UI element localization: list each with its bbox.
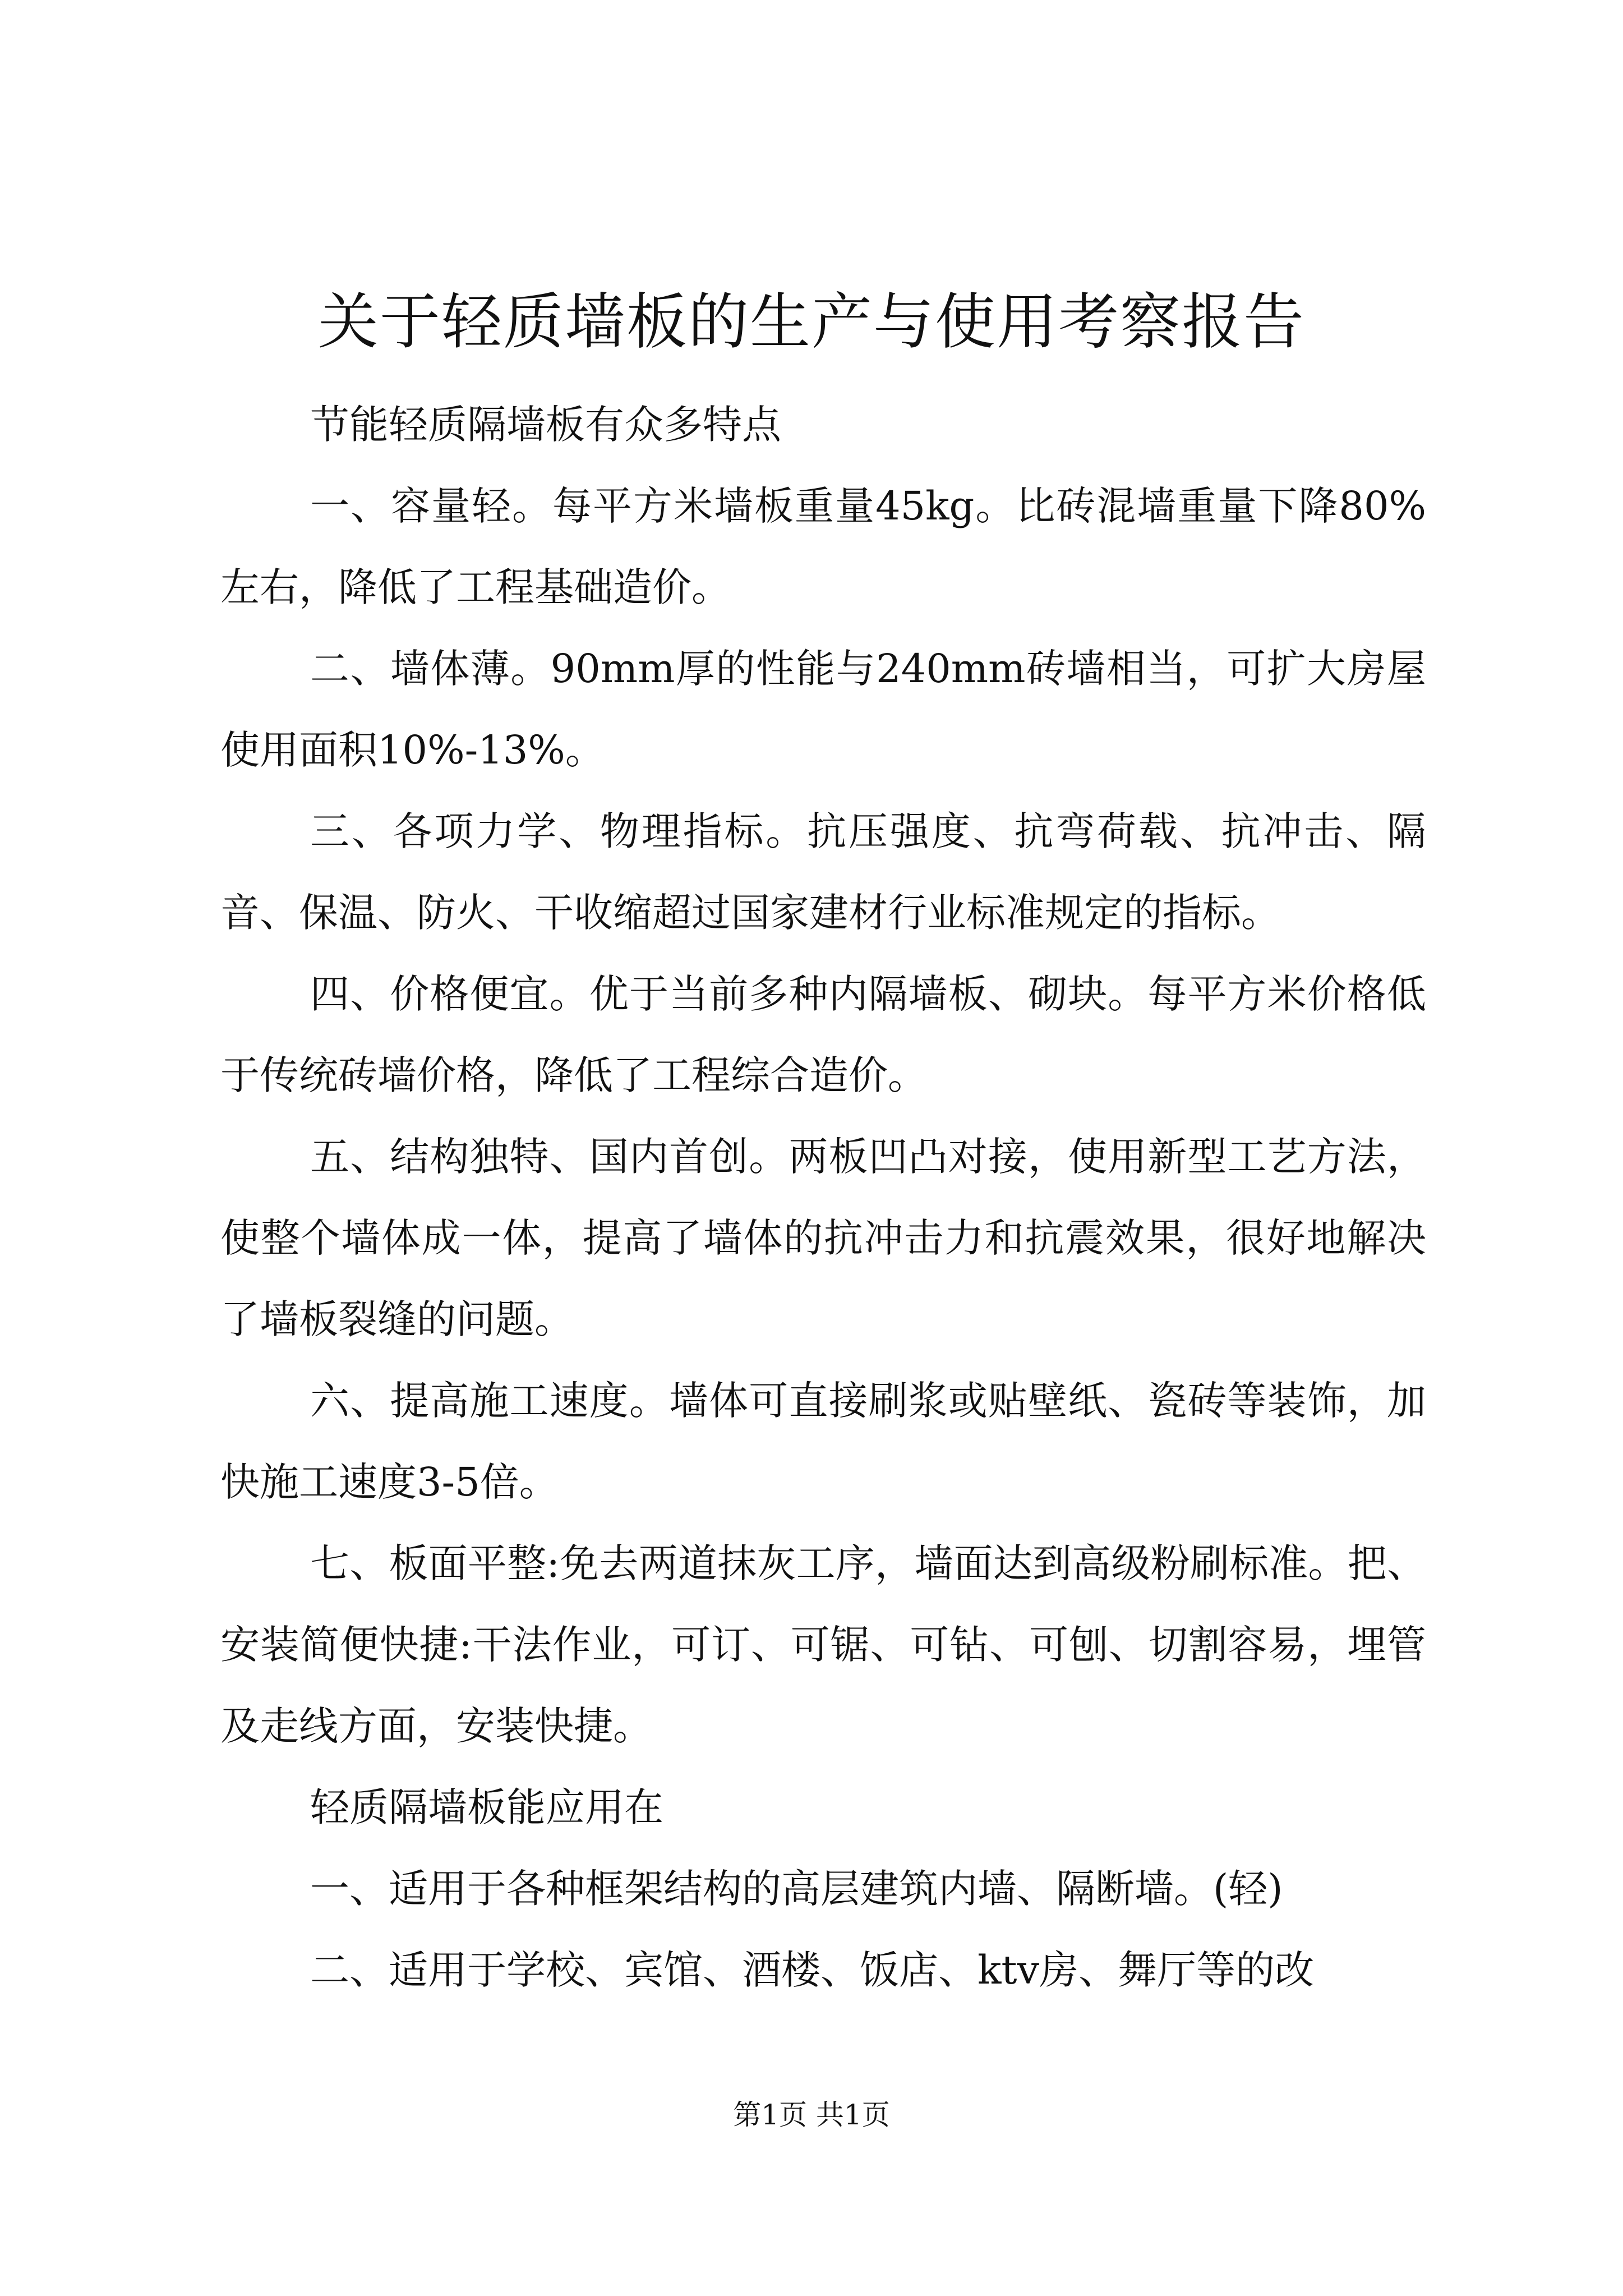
paragraph: 七、板面平整:免去两道抹灰工序，墙面达到高级粉刷标准。把、安装简便快捷:干法作业，可订、可锯、可钻、可刨、切割容易，埋管及走线方面，安装快捷。 xyxy=(220,1540,1426,1749)
paragraph: 四、价格便宜。优于当前多种内隔墙板、砌块。每平方米价格低于传统砖墙价格，降低了工程综合造价。 xyxy=(220,971,1426,1098)
paragraph: 二、适用于学校、宾馆、酒楼、饭店、ktv房、舞厅等的改 xyxy=(310,1947,1315,1993)
paragraph: 轻质隔墙板能应用在 xyxy=(310,1784,663,1830)
document-title: 关于轻质墙板的生产与使用考察报告 xyxy=(317,287,1305,357)
paragraph: 五、结构独特、国内首创。两板凹凸对接，使用新型工艺方法，使整个墙体成一体，提高了墙体的抗冲击力和抗震效果，很好地解决了墙板裂缝的问题。 xyxy=(220,1134,1426,1342)
document-body xyxy=(220,384,1426,2011)
paragraph: 三、各项力学、物理指标。抗压强度、抗弯荷载、抗冲击、隔音、保温、防火、干收缩超过国家建材行业标准规定的指标。 xyxy=(220,808,1426,936)
paragraph: 节能轻质隔墙板有众多特点 xyxy=(310,402,781,448)
paragraph: 二、墙体薄。90mm厚的性能与240mm砖墙相当，可扩大房屋使用面积10%-13%。 xyxy=(220,646,1426,773)
paragraph: 一、容量轻。每平方米墙板重量45kg。比砖混墙重量下降80%左右，降低了工程基础造价。 xyxy=(220,483,1426,610)
paragraph: 六、提高施工速度。墙体可直接刷浆或贴壁纸、瓷砖等装饰，加快施工速度3-5倍。 xyxy=(220,1378,1426,1505)
page-footer: 第1页 共1页 xyxy=(733,2099,890,2131)
paragraph: 一、适用于各种框架结构的高层建筑内墙、隔断墙。(轻) xyxy=(310,1866,1283,1912)
